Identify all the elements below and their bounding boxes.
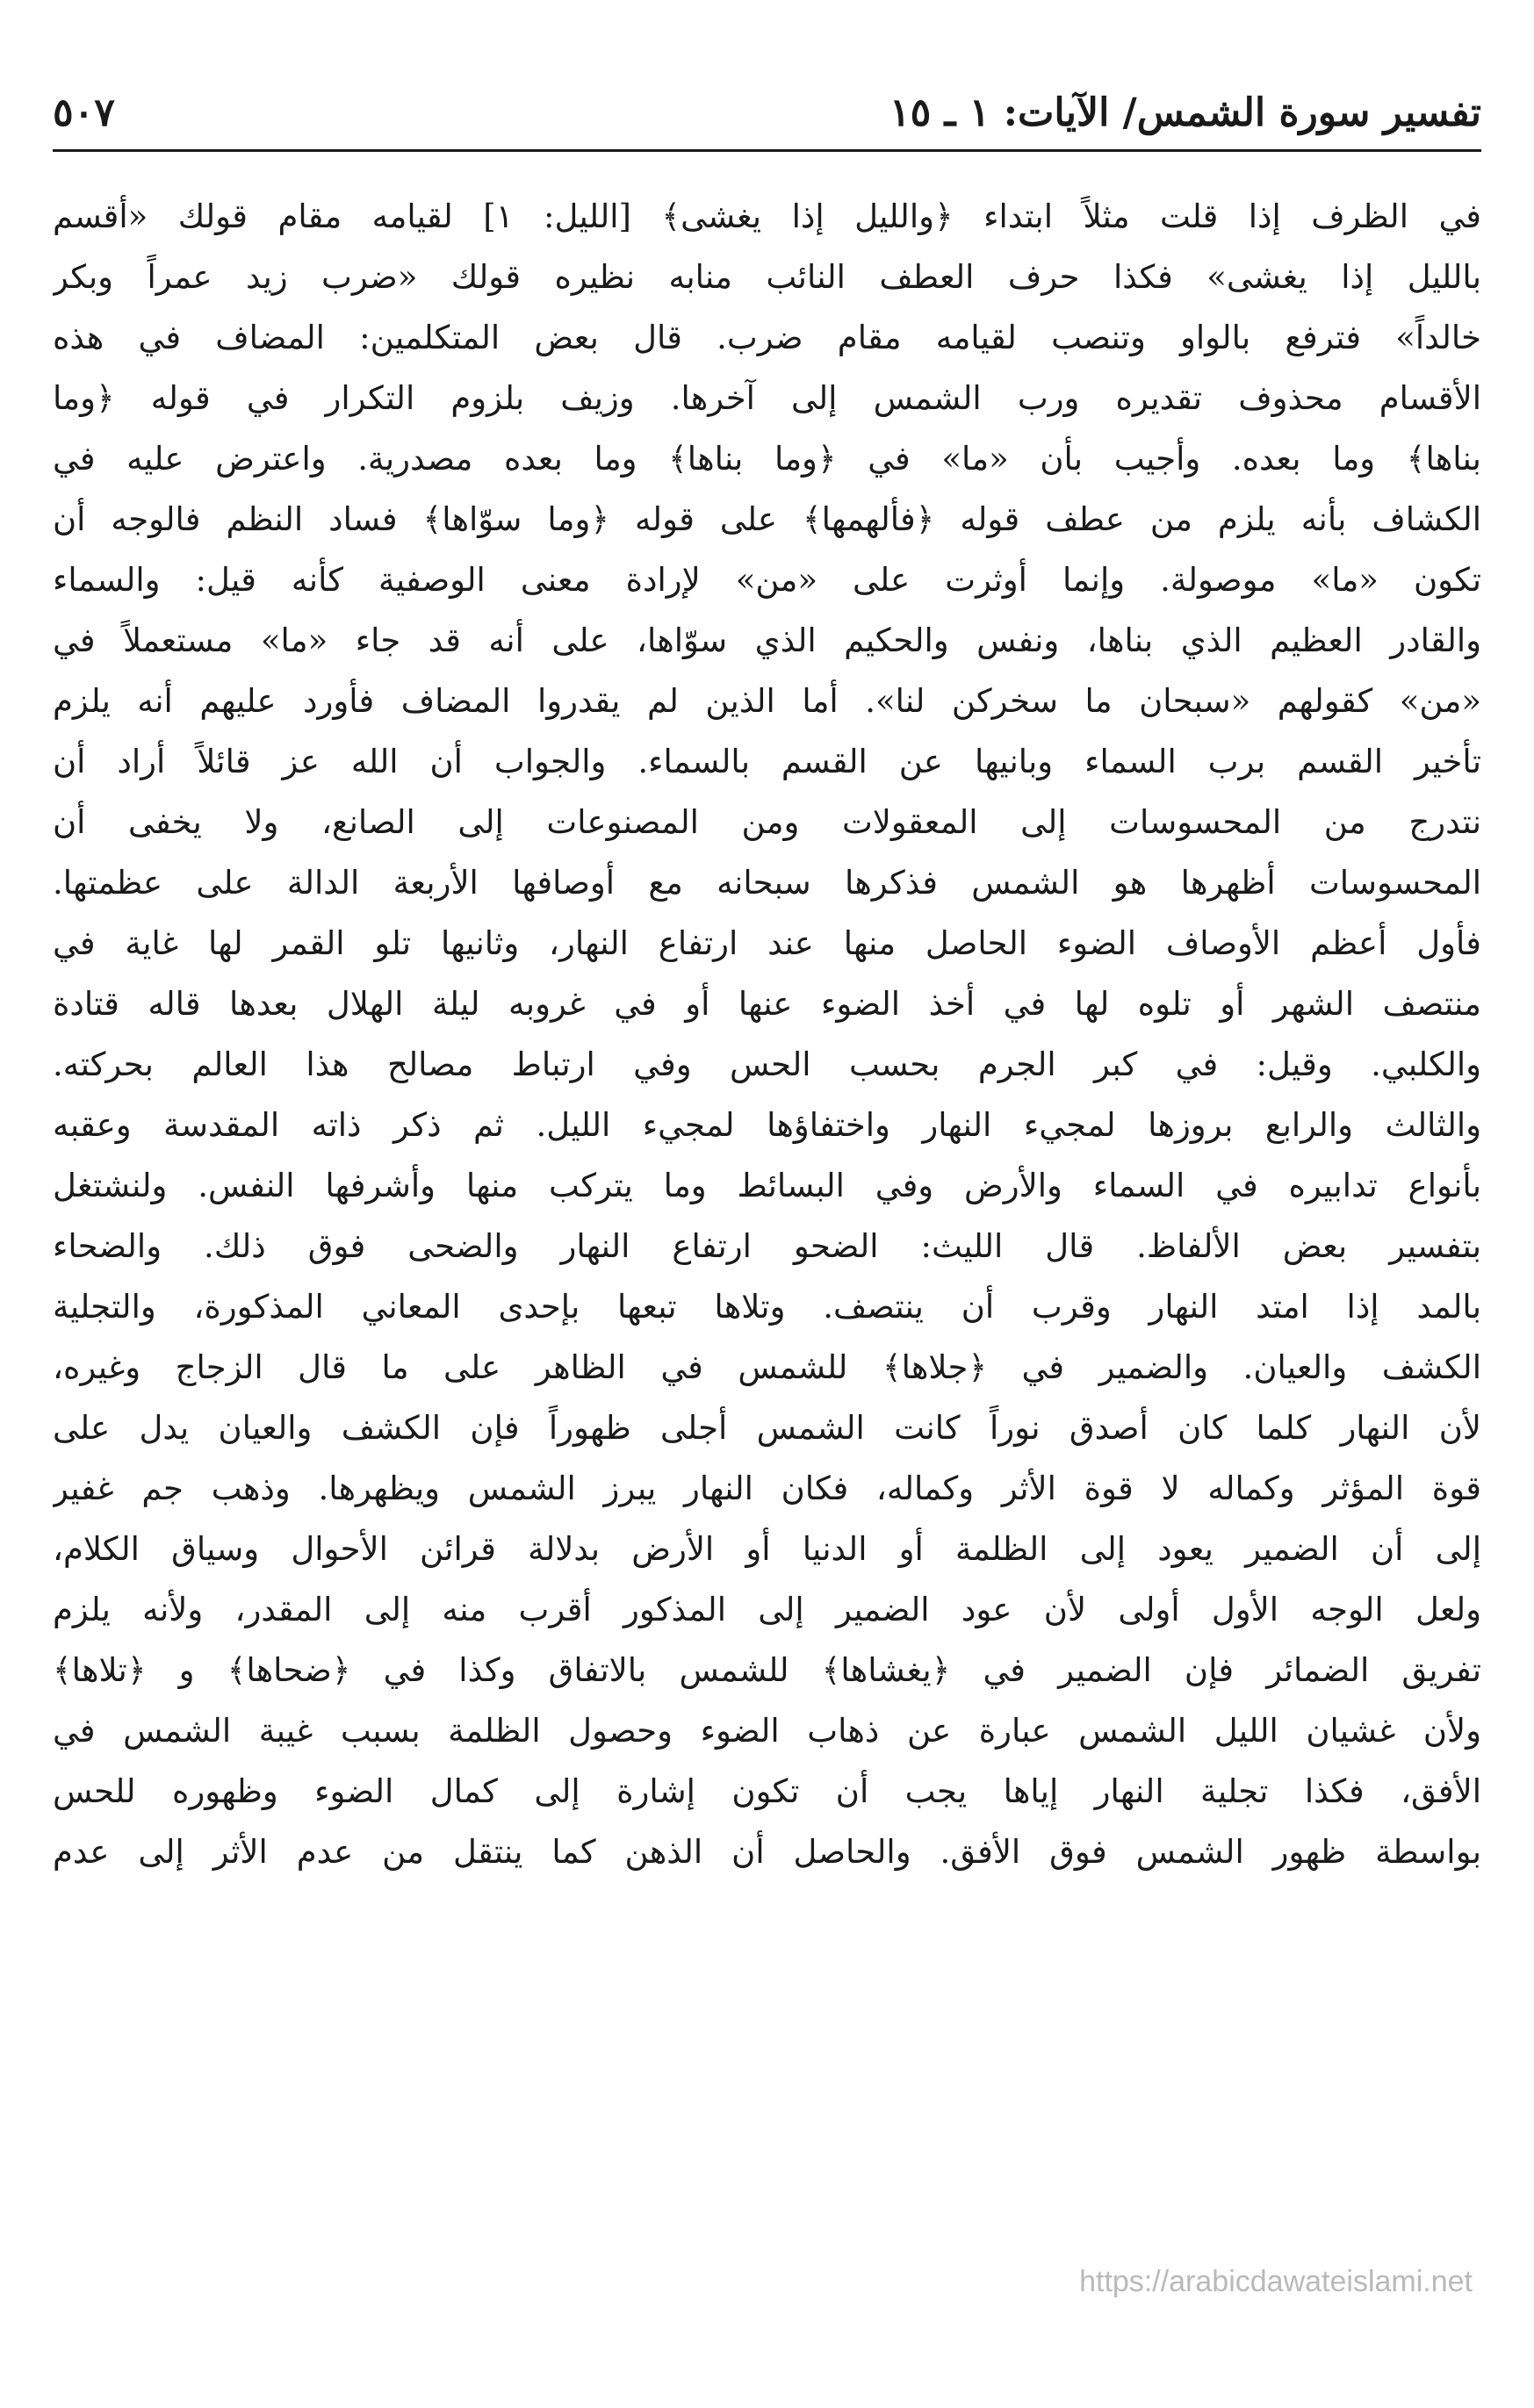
text-line: والقادر العظيم الذي بناها، ونفس والحكيم الذي سوّاها، على أنه قد جاء «ما» مستعملاً في	[53, 622, 1481, 659]
text-line: الأقسام محذوف تقديره ورب الشمس إلى آخرها. وزيف بلزوم التكرار في قوله ﴿وما	[53, 379, 1481, 417]
text-line: تأخير القسم برب السماء وبانيها عن القسم بالسماء. والجواب أن الله عز قائلاً أراد أن	[53, 743, 1481, 780]
text-line: ولعل الوجه الأول أولى لأن عود الضمير إلى المذكور أقرب منه إلى المقدر، ولأنه يلزم	[53, 1591, 1481, 1628]
text-line: والثالث والرابع بروزها لمجيء النهار واختفاؤها لمجيء الليل. ثم ذكر ذاته المقدسة وعقبه	[53, 1106, 1481, 1144]
text-line: الكشاف بأنه يلزم من عطف قوله ﴿فألهمها﴾ على قوله ﴿وما سوّاها﴾ فساد النظم فالوجه أن	[53, 500, 1481, 538]
text-line: بالمد إذا امتد النهار وقرب أن ينتصف. وتلاها تبعها بإحدى المعاني المذكورة، والتجلية	[53, 1288, 1481, 1326]
text-line: تكون «ما» موصولة. وإنما أوثرت على «من» لإرادة معنى الوصفية كأنه قيل: والسماء	[53, 561, 1481, 599]
page-header	[53, 84, 1481, 146]
text-line: بأنواع تدابيره في السماء والأرض وفي البسائط وما يتركب منها وأشرفها النفس. ولنشتغل	[53, 1167, 1481, 1204]
running-title: تفسير سورة الشمس/ الآيات: ١ ـ ١٥	[889, 90, 1481, 135]
text-line: نتدرج من المحسوسات إلى المعقولات ومن المصنوعات إلى الصانع، ولا يخفى أن	[53, 803, 1481, 841]
header-divider	[53, 149, 1481, 152]
page-number: ٥٠٧	[53, 90, 115, 135]
text-line: بناها﴾ وما بعده. وأجيب بأن «ما» في ﴿وما بناها﴾ وما بعده مصدرية. واعترض عليه في	[53, 440, 1481, 478]
text-line: إلى أن الضمير يعود إلى الظلمة أو الدنيا أو الأرض بدلالة قرائن الأحوال وسياق الكلام،	[53, 1530, 1481, 1568]
text-line: بتفسير بعض الألفاظ. قال الليث: الضحو ارتفاع النهار والضحى فوق ذلك. والضحاء	[53, 1227, 1481, 1265]
text-line: الكشف والعيان. والضمير في ﴿جلاها﴾ للشمس في الظاهر على ما قال الزجاج وغيره،	[53, 1348, 1481, 1386]
text-line: فأول أعظم الأوصاف الضوء الحاصل منها عند ارتفاع النهار، وثانيها تلو القمر لها غاية في	[53, 924, 1481, 962]
text-line: منتصف الشهر أو تلوه لها في أخذ الضوء عنها أو في غروبه ليلة الهلال بعدها قاله قتادة	[53, 985, 1481, 1023]
text-line: والكلبي. وقيل: في كبر الجرم بحسب الحس وفي ارتباط مصالح هذا العالم بحركته.	[53, 1046, 1481, 1083]
text-line: المحسوسات أظهرها هو الشمس فذكرها سبحانه مع أوصافها الأربعة الدالة على عظمتها.	[53, 864, 1481, 902]
text-line: تفريق الضمائر فإن الضمير في ﴿يغشاها﴾ للشمس بالاتفاق وكذا في ﴿ضحاها﴾ و ﴿تلاها﴾	[53, 1651, 1481, 1689]
text-line: بواسطة ظهور الشمس فوق الأفق. والحاصل أن الذهن كما ينتقل من عدم الأثر إلى عدم	[53, 1833, 1481, 1871]
text-line: خالداً» فترفع بالواو وتنصب لقيامه مقام ضرب. قال بعض المتكلمين: المضاف في هذه	[53, 319, 1481, 356]
text-line: ولأن غشيان الليل الشمس عبارة عن ذهاب الضوء وحصول الظلمة بسبب غيبة الشمس في	[53, 1712, 1481, 1750]
text-line: الأفق، فكذا تجلية النهار إياها يجب أن تكون إشارة إلى كمال الضوء وظهوره للحس	[53, 1772, 1481, 1810]
text-line: في الظرف إذا قلت مثلاً ابتداء ﴿والليل إذا يغشى﴾ [الليل: ١] لقيامه مقام قولك «أقسم	[53, 198, 1481, 235]
watermark-url: https://arabicdawateislami.net	[1079, 2265, 1473, 2298]
body-text	[53, 186, 1481, 1882]
text-line: لأن النهار كلما كان أصدق نوراً كانت الشمس أجلى ظهوراً فإن الكشف والعيان يدل على	[53, 1409, 1481, 1447]
text-line: قوة المؤثر وكماله لا قوة الأثر وكماله، فكان النهار يبرز الشمس ويظهرها. وذهب جم غفير	[53, 1470, 1481, 1507]
text-line: بالليل إذا يغشى» فكذا حرف العطف النائب منابه نظيره قولك «ضرب زيد عمراً وبكر	[53, 258, 1481, 296]
text-line: «من» كقولهم «سبحان ما سخركن لنا». أما الذين لم يقدروا المضاف فأورد عليهم أنه يلزم	[53, 682, 1481, 720]
